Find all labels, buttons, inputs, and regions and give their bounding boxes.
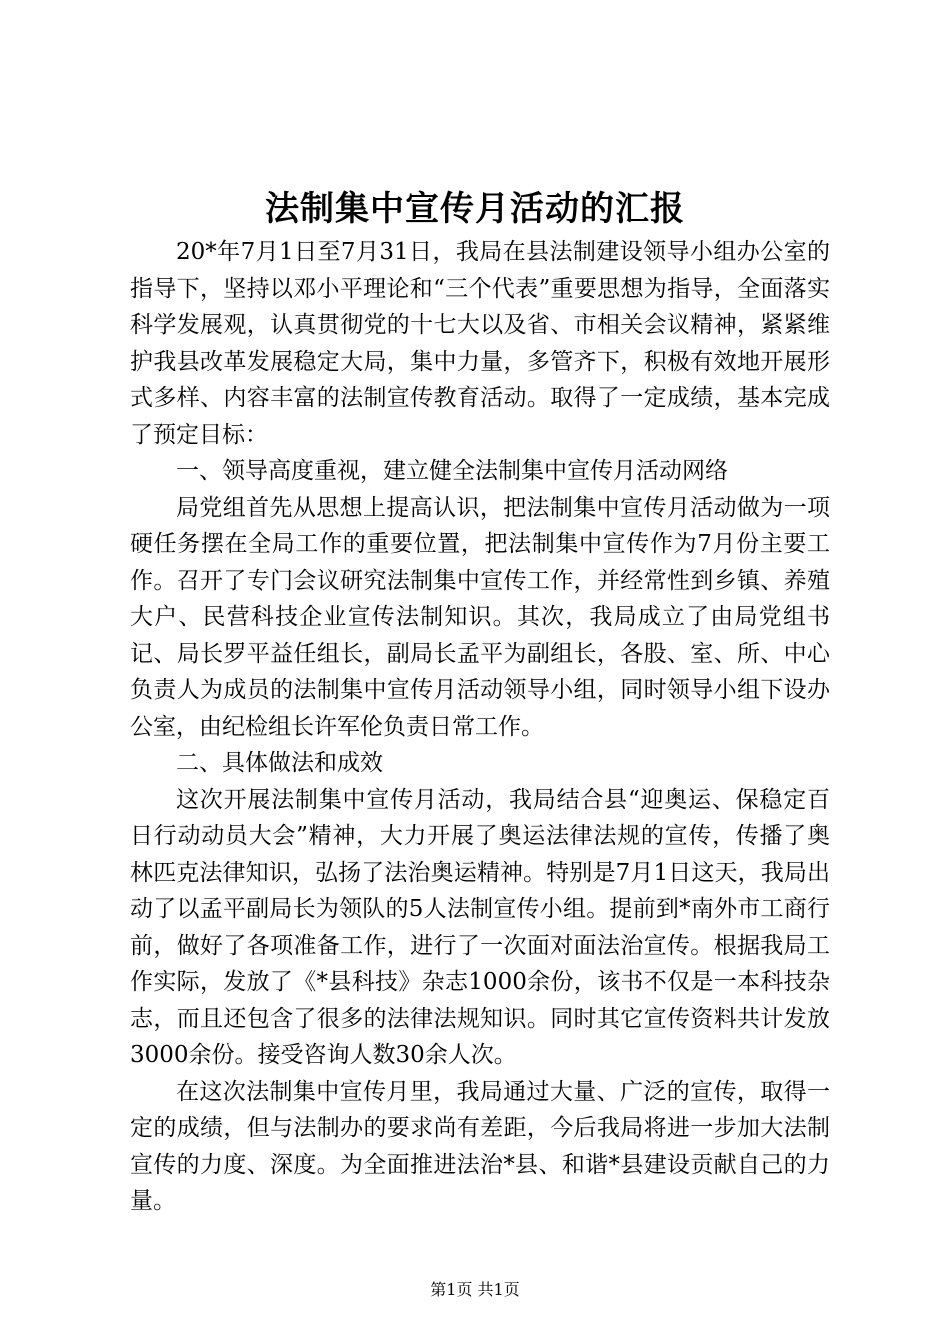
page-footer: 第1页 共1页 [430,1280,520,1299]
intro-paragraph: 20*年7月1日至7月31日，我局在县法制建设领导小组办公室的指导下，坚持以邓小平理论和“三个代表”重要思想为指导，全面落实科学发展观，认真贯彻党的十七大以及省、市相关会议精神，紧紧维护我县改革发展稳定大局，集中力量，多管齐下，积极有效地开展形式多样、内容丰富的法制宣传教育活动。取得了一定成绩，基本完成了预定目标： [130,239,830,448]
closing-paragraph: 在这次法制集中宣传月里，我局通过大量、广泛的宣传，取得一定的成绩，但与法制办的要求尚有差距，今后我局将进一步加大法制宣传的力度、深度。为全面推进法治*县、和谐*县建设贡献自己的力量。 [130,1078,830,1214]
section-heading-1: 一、领导高度重视，建立健全法制集中宣传月活动网络 [176,458,728,484]
document-body [130,234,830,1220]
section-2-paragraph: 这次开展法制集中宣传月活动，我局结合县“迎奥运、保稳定百日行动动员大会”精神，大力开展了奥运法律法规的宣传，传播了奥林匹克法律知识，弘扬了法治奥运精神。特别是7月1日这天，我局出动了以孟平副局长为领队的5人法制宣传小组。提前到*南外市工商行前，做好了各项准备工作，进行了一次面对面法治宣传。根据我局工作实际，发放了《*县科技》杂志1000余份，该书不仅是一本科技杂志，而且还包含了很多的法律法规知识。同时其它宣传资料共计发放3000余份。接受咨询人数30余人次。 [130,786,830,1068]
document-title: 法制集中宣传月活动的汇报 [265,189,685,229]
section-heading-2: 二、具体做法和成效 [176,750,383,776]
section-1-paragraph: 局党组首先从思想上提高认识，把法制集中宣传月活动做为一项硬任务摆在全局工作的重要位置，把法制集中宣传作为7月份主要工作。召开了专门会议研究法制集中宣传工作，并经常性到乡镇、养殖大户、民营科技企业宣传法制知识。其次，我局成立了由局党组书记、局长罗平益任组长，副局长孟平为副组长，各股、室、所、中心负责人为成员的法制集中宣传月活动领导小组，同时领导小组下设办公室，由纪检组长许军伦负责日常工作。 [130,494,830,740]
